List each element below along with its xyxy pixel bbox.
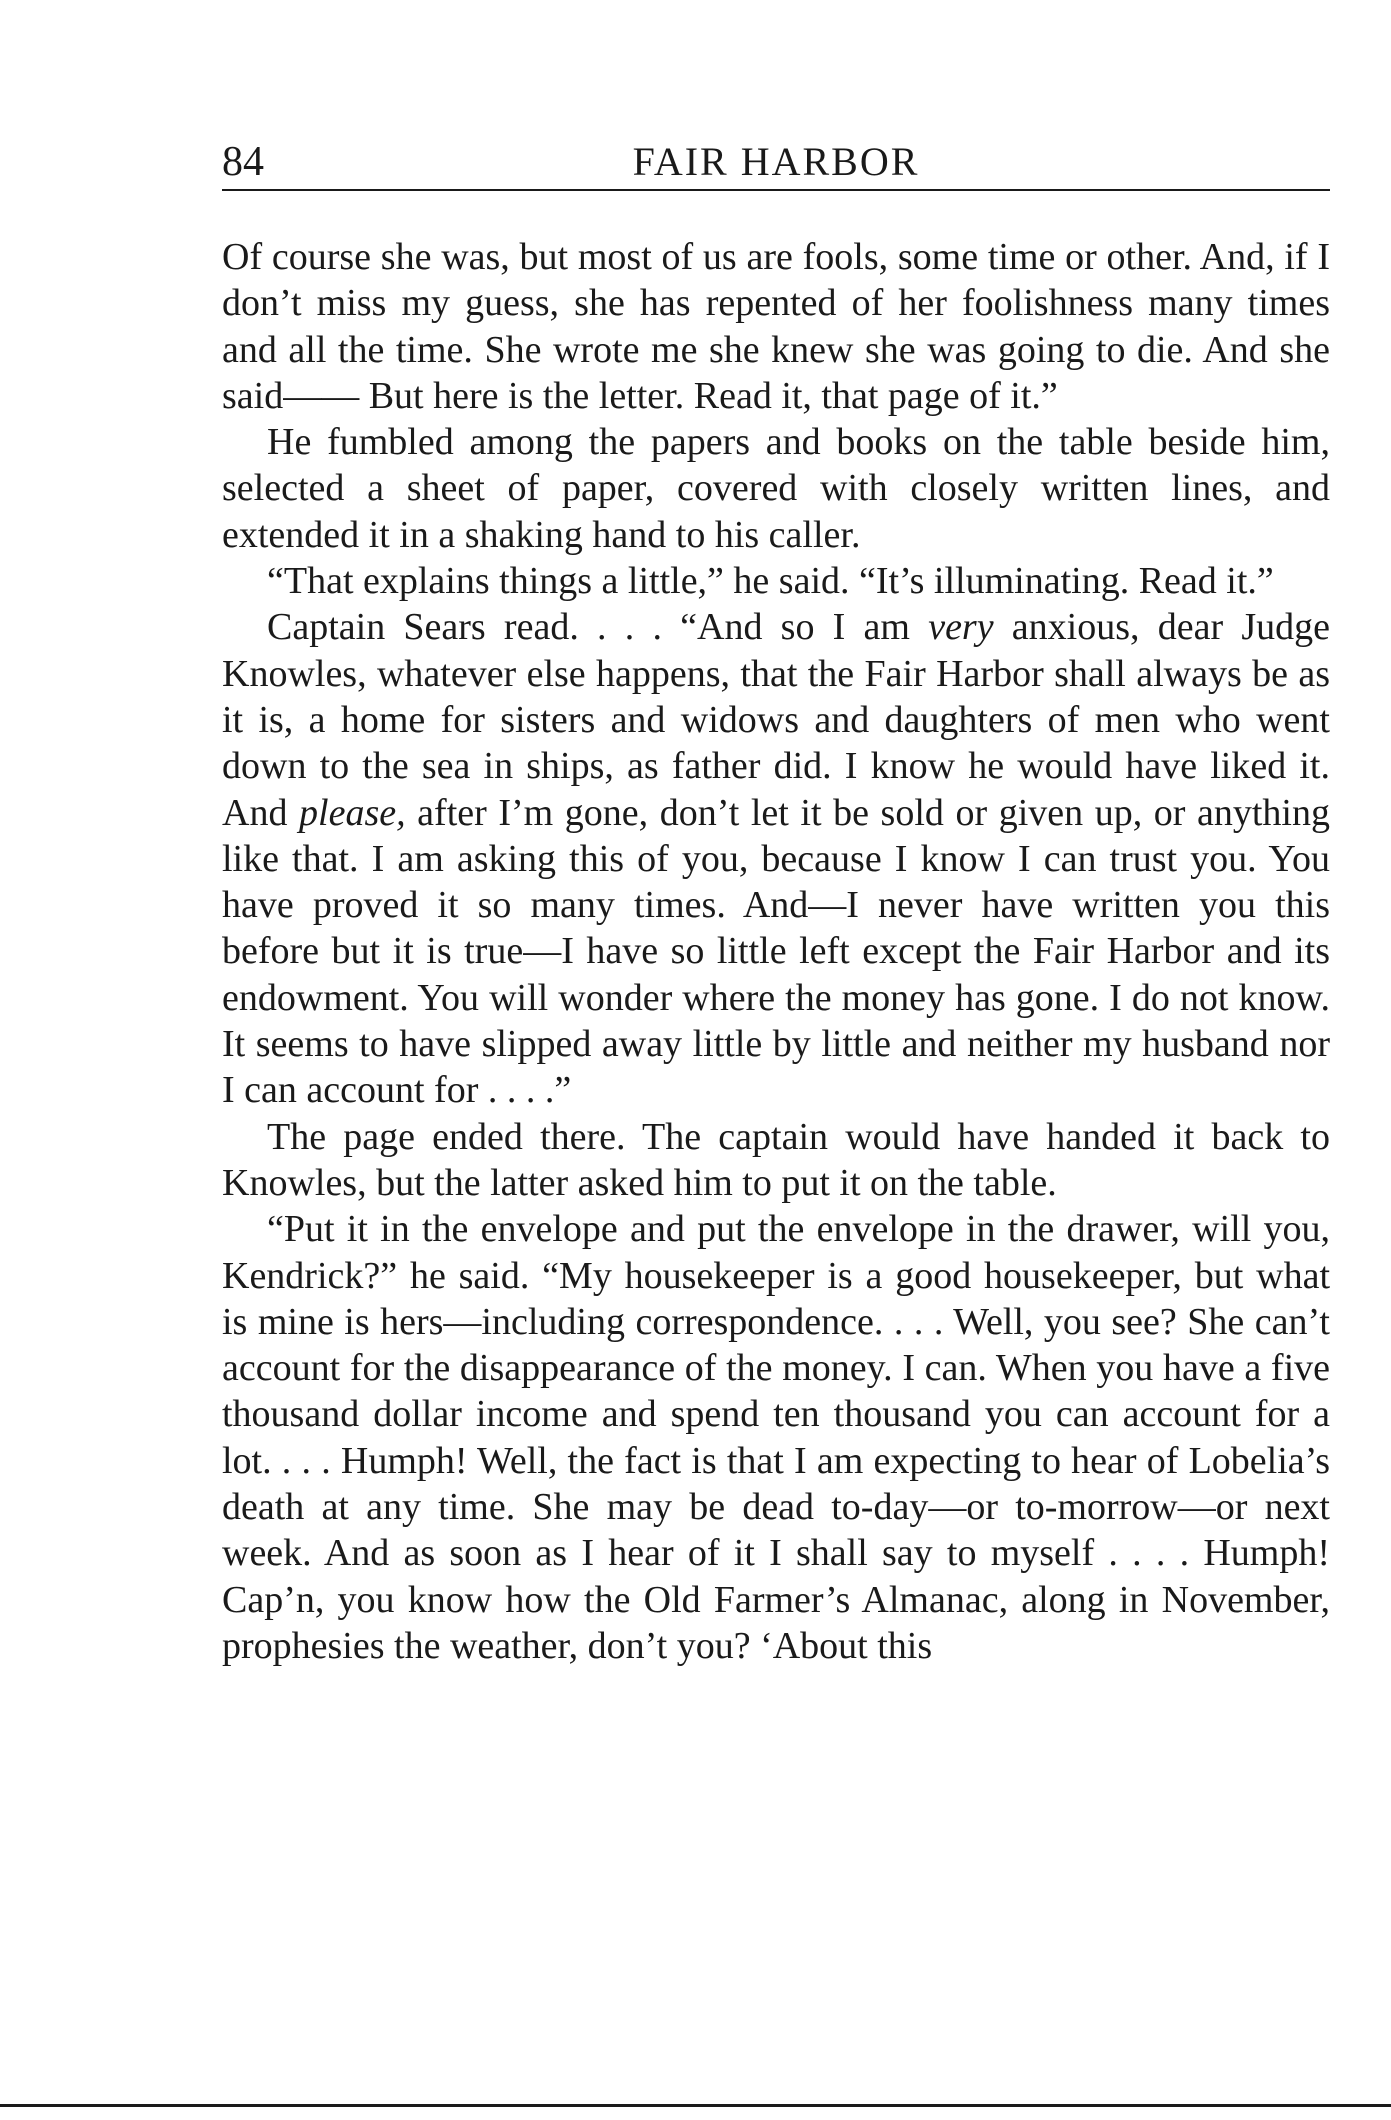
text-run: “Put it in the envelope and put the envelope in the drawer, will you, Kendrick?” he said. “My housekeeper is a good housekeeper, but what is mine is hers—including correspondence. . . . Well, you see? She can’t account for the disappearance of the money. I can. When you have a five thousand dollar income and spend ten thousand you can account for a lot. . . . Humph! Well, the fact is that I am expecting to hear of Lobelia’s death at any time. She may be dead to-day—or to-morrow—or next week. And as soon as I hear of it I shall say to myself . . . . Humph! Cap’n, you know how the Old Farmer’s Almanac, along in November, prophesies the weather, don’t you? ‘About this bbox=[222, 1208, 1330, 1667]
text-run: He fumbled among the papers and books on the table beside him, selected a sheet of paper, covered with closely written lines, and extended it in a shaking hand to his caller. bbox=[222, 421, 1330, 556]
italic-run: very bbox=[928, 606, 994, 649]
text-run: Of course she was, but most of us are fools, some time or other. And, if I don’t miss my guess, she has repented of her foolishness many times and all the time. She wrote me she knew she was going to die. And she said—— But here is the letter. Read it, that page of it.” bbox=[222, 236, 1330, 417]
running-head bbox=[222, 137, 1330, 191]
page-number: 84 bbox=[222, 139, 264, 185]
paragraph bbox=[222, 604, 1330, 1113]
text-run: anxious, dear Judge Knowles, whatever else happens, that the Fair Harbor shall always be as it is, a home for sisters and widows and daughters of men who went down to the sea in ships, as father did. I know he would have liked it. And bbox=[222, 606, 1330, 834]
bottom-rule bbox=[0, 2104, 1391, 2107]
paragraph bbox=[222, 1206, 1330, 1669]
text-run: The page ended there. The captain would have handed it back to Knowles, but the latter asked him to put it on the table. bbox=[222, 1115, 1330, 1204]
running-title: FAIR HARBOR bbox=[632, 139, 920, 184]
italic-run: please, bbox=[299, 791, 406, 834]
text-run: Captain Sears read. . . . “And so I am bbox=[267, 606, 929, 649]
paragraph bbox=[222, 234, 1330, 419]
paragraph bbox=[222, 558, 1330, 604]
text-run: after I’m gone, don’t let it be sold or given up, or anything like that. I am asking this of you, because I know I can trust you. You have proved it so many times. And—I never have written you this before but it is true—I have so little left except the Fair Harbor and its endowment. You will wonder where the money has gone. I do not know. It seems to have slipped away little by little and neither my husband nor I can account for . . . .” bbox=[222, 791, 1330, 1112]
text-run: “That explains things a little,” he said. “It’s illuminating. Read it.” bbox=[267, 560, 1274, 603]
body-text bbox=[222, 234, 1330, 1669]
paragraph bbox=[222, 1114, 1330, 1207]
paragraph bbox=[222, 419, 1330, 558]
